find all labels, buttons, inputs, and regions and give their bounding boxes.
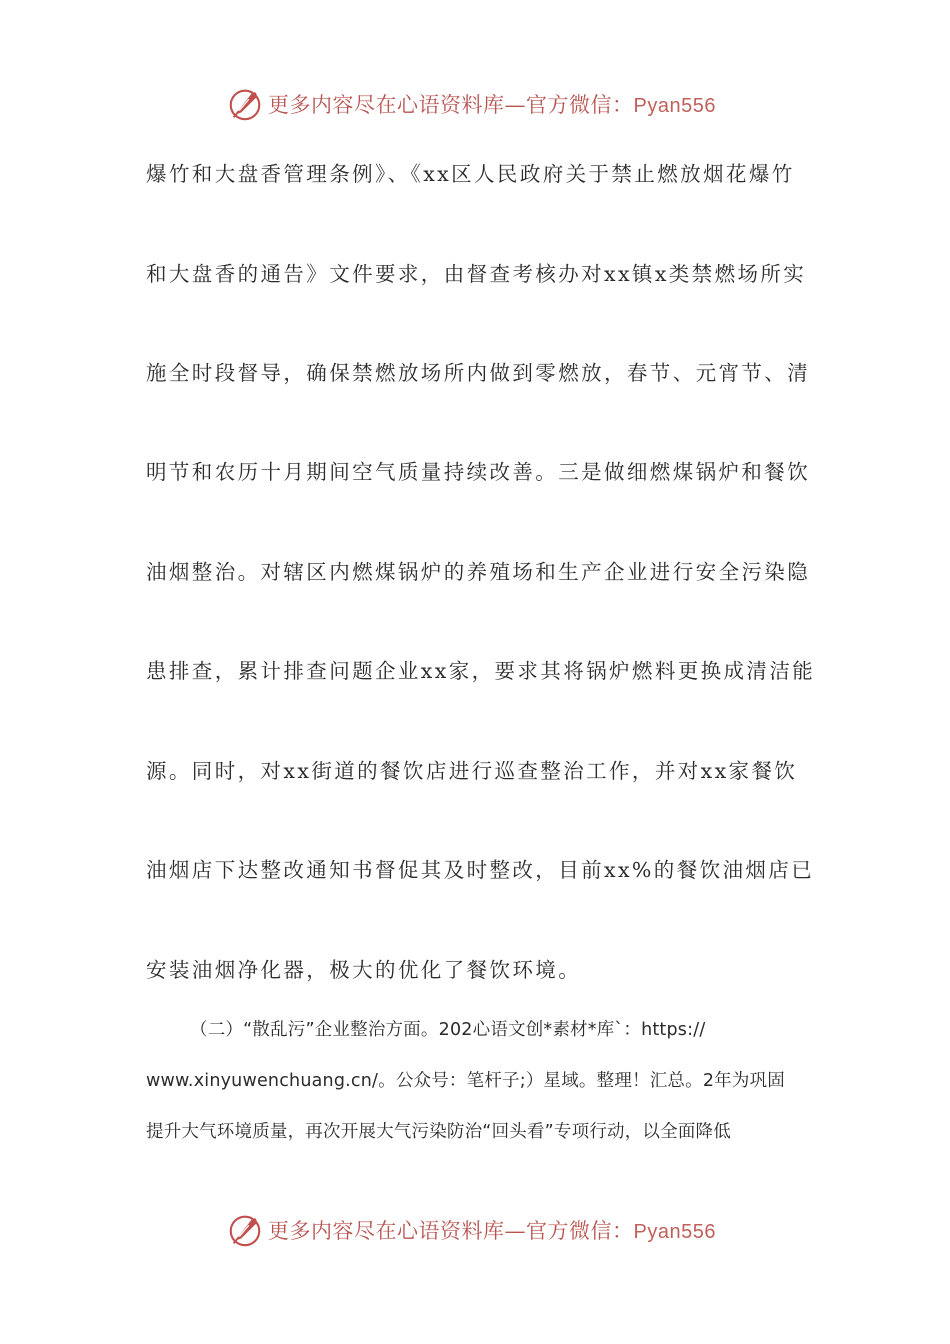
header-wechat-id: Pyan556: [633, 95, 716, 117]
body-line: 油烟整治。对辖区内燃煤锅炉的养殖场和生产企业进行安全污染隐: [146, 560, 811, 584]
body-line: 患排查，累计排查问题企业xx家，要求其将锅炉燃料更换成清洁能: [146, 659, 816, 683]
section-heading-line: （二）“散乱污”企业整治方面。202心语文创*素材*库`：https://: [190, 1020, 706, 1040]
quill-logo-icon: [226, 1211, 264, 1249]
quill-logo-icon: [226, 85, 264, 123]
section-line: www.xinyuwenchuang.cn/。公众号：笔杆子;）星域。整理！汇总。2年为巩固: [146, 1071, 785, 1091]
section-line: 提升大气环境质量，再次开展大气污染防治“回头看”专项行动，以全面降低: [146, 1122, 731, 1142]
header-banner-text: 更多内容尽在心语资料库—官方微信：Pyan556: [268, 93, 716, 117]
footer-wechat-id: Pyan556: [633, 1221, 716, 1243]
body-line: 施全时段督导，确保禁燃放场所内做到零燃放，春节、元宵节、清: [146, 361, 811, 385]
body-line: 明节和农历十月期间空气质量持续改善。三是做细燃煤锅炉和餐饮: [146, 460, 811, 484]
body-line: 安装油烟净化器，极大的优化了餐饮环境。: [146, 958, 582, 982]
header-banner: [226, 84, 726, 124]
body-line: 油烟店下达整改通知书督促其及时整改，目前xx%的餐饮油烟店已: [146, 858, 815, 882]
footer-banner-text: 更多内容尽在心语资料库—官方微信：Pyan556: [268, 1219, 716, 1243]
footer-banner: [226, 1210, 726, 1250]
body-line: 源。同时，对xx街道的餐饮店进行巡查整治工作，并对xx家餐饮: [146, 759, 798, 783]
body-line: 爆竹和大盘香管理条例》、《xx区人民政府关于禁止燃放烟花爆竹: [146, 162, 795, 186]
body-line: 和大盘香的通告》文件要求，由督查考核办对xx镇x类禁燃场所实: [146, 262, 807, 286]
